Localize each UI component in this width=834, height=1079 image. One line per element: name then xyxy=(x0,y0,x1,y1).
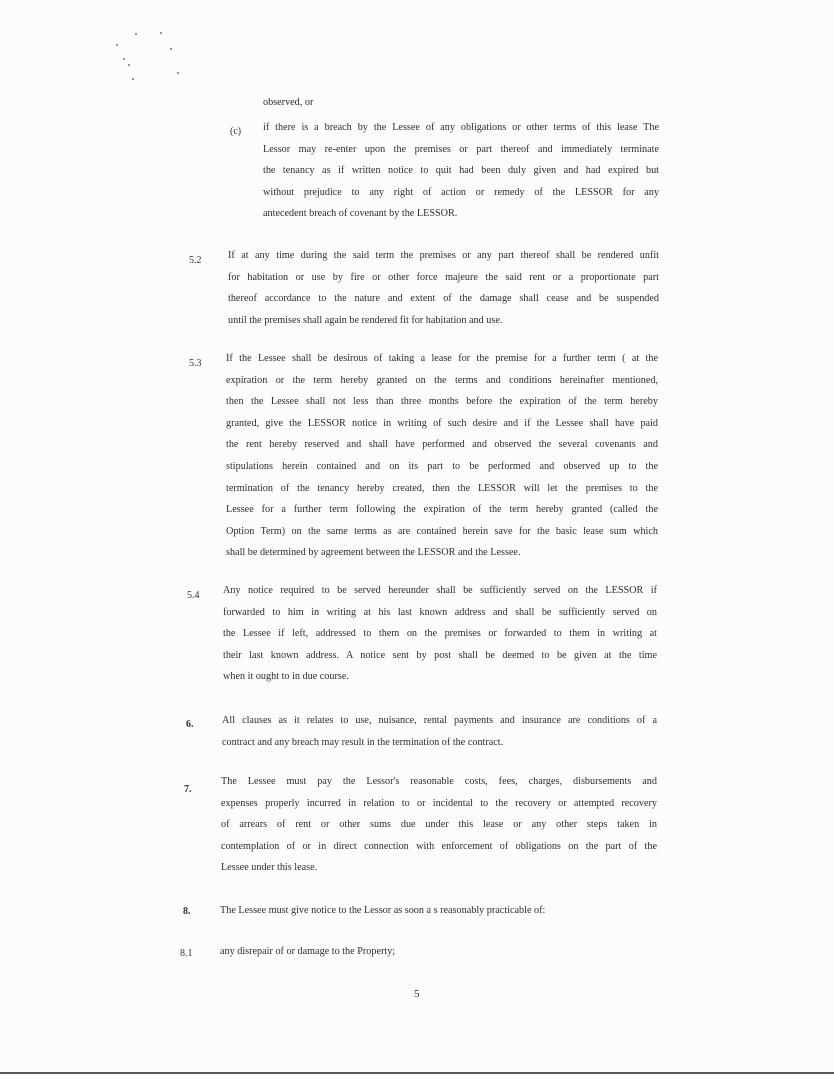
text-line: if there is a breach by the Lessee of any obligations or other terms of this lease The xyxy=(263,122,659,133)
continuation-text xyxy=(263,92,343,114)
clause-5-4-label: 5.4 xyxy=(187,590,200,601)
text-line: contemplation of or in direct connection with enforcement of obligations on the part of the xyxy=(221,840,657,852)
text-line: If at any time during the said term the premises or any part thereof shall be rendered unfit xyxy=(228,250,659,261)
text-line: the tenancy as if written notice to quit had been duly given and had expired but xyxy=(263,165,659,177)
text-line: any disrepair of or damage to the Property; xyxy=(220,946,396,957)
text-line: for habitation or use by fire or other force majeure the said rent or a proportionate part xyxy=(228,271,659,283)
text-line: antecedent breach of covenant by the LESSOR. xyxy=(263,208,458,220)
page-bottom-edge xyxy=(0,1072,834,1074)
text-line: observed, or xyxy=(263,97,314,108)
text-line: the rent hereby reserved and shall have performed and observed the several covenants and xyxy=(226,439,658,451)
text-line: stipulations herein contained and on its part to be performed and observed up to the xyxy=(226,460,658,472)
clause-8-1-text xyxy=(220,941,460,963)
text-line: shall be determined by agreement between the LESSOR and the Lessee. xyxy=(226,547,521,559)
text-line: granted, give the LESSOR notice in writing of such desire and if the Lessee shall have paid xyxy=(226,417,658,429)
text-line: Lessor may re-enter upon the premises or part thereof and immediately terminate xyxy=(263,143,659,155)
text-line: their last known address. A notice sent by post shall be deemed to be given at the time xyxy=(223,649,657,661)
text-line: All clauses as it relates to use, nuisance, rental payments and insurance are conditions of a xyxy=(222,715,657,726)
page-number: 5 xyxy=(414,988,420,1000)
clause-8-text xyxy=(220,900,620,922)
clause-5-4-text xyxy=(223,580,657,688)
text-line: expenses properly incurred in relation to or incidental to the recovery or attempted recovery xyxy=(221,797,657,809)
text-line: contract and any breach may result in the termination of the contract. xyxy=(222,736,504,748)
text-line: termination of the tenancy hereby created, then the LESSOR will let the premises to the xyxy=(226,482,658,494)
text-line: without prejudice to any right of action or remedy of the LESSOR for any xyxy=(263,186,659,198)
clause-5-3-text xyxy=(226,348,658,564)
text-line: forwarded to him in writing at his last known address and shall be sufficiently served on xyxy=(223,606,657,618)
text-line: Option Term) on the same terms as are contained herein save for the basic lease sum which xyxy=(226,525,658,537)
text-line: The Lessee must pay the Lessor's reasonable costs, fees, charges, disbursements and xyxy=(221,776,657,787)
clause-6-label: 6. xyxy=(186,719,194,730)
text-line: of arrears of rent or other sums due under this lease or any other steps taken in xyxy=(221,819,657,831)
text-line: Lessee under this lease. xyxy=(221,862,318,874)
clause-c-label: (c) xyxy=(230,126,242,137)
clause-5-2-label: 5.2 xyxy=(189,255,202,266)
text-line: The Lessee must give notice to the Lessor as soon a s reasonably practicable of: xyxy=(220,905,546,916)
text-line: thereof accordance to the nature and extent of the damage shall cease and be suspended xyxy=(228,293,659,305)
text-line: then the Lessee shall not less than three months before the expiration of the term hereby xyxy=(226,396,658,408)
text-line: expiration or the term hereby granted on the terms and conditions hereinafter mentioned, xyxy=(226,374,658,386)
text-line: until the premises shall again be rendered fit for habitation and use. xyxy=(228,314,503,326)
text-line: Lessee for a further term following the expiration of the term hereby granted (called the xyxy=(226,504,658,516)
clause-5-2-text xyxy=(228,245,659,331)
text-line: the Lessee if left, addressed to them on the premises or forwarded to them in writing at xyxy=(223,628,657,640)
clause-7-label: 7. xyxy=(184,784,192,795)
clause-c-text xyxy=(263,117,659,225)
text-line: when it ought to in due course. xyxy=(223,671,349,683)
text-line: If the Lessee shall be desirous of taking a lease for the premise for a further term ( at the xyxy=(226,353,658,364)
clause-8-1-label: 8.1 xyxy=(180,948,193,959)
text-line: Any notice required to be served hereunder shall be sufficiently served on the LESSOR if xyxy=(223,585,657,596)
clause-6-text xyxy=(222,710,657,753)
clause-8-label: 8. xyxy=(183,906,191,917)
clause-5-3-label: 5.3 xyxy=(189,358,202,369)
clause-7-text xyxy=(221,771,657,879)
